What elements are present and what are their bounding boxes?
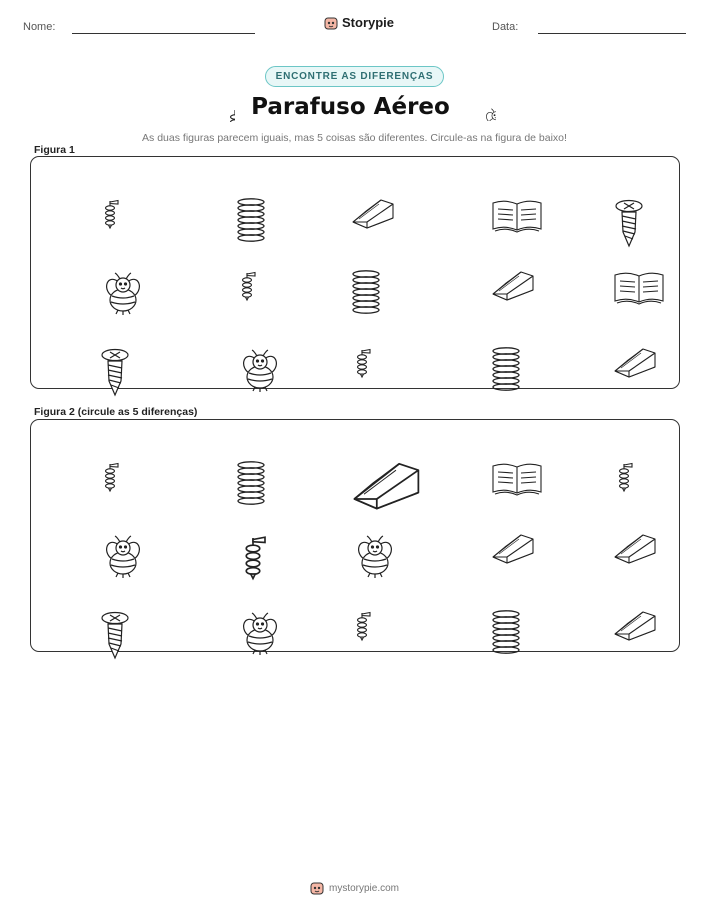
ramp-icon[interactable] xyxy=(591,517,635,549)
spring-icon[interactable] xyxy=(336,248,366,292)
ramp-icon[interactable] xyxy=(469,254,513,286)
propeller-screw-icon[interactable] xyxy=(340,595,362,625)
propeller-screw-icon[interactable] xyxy=(88,183,110,213)
spring-icon[interactable] xyxy=(476,325,506,369)
screw-icon[interactable] xyxy=(83,321,115,373)
spring-icon[interactable] xyxy=(476,588,506,632)
screw-icon[interactable] xyxy=(83,584,115,636)
figure1-panel xyxy=(30,156,680,389)
bee-icon[interactable] xyxy=(212,586,260,634)
ramp-icon[interactable] xyxy=(329,182,373,214)
bee-icon[interactable] xyxy=(327,509,375,557)
brand xyxy=(324,15,394,30)
propeller-screw-icon xyxy=(213,92,235,122)
book-icon[interactable] xyxy=(587,252,639,288)
date-label: Data: xyxy=(492,21,519,33)
figure2-panel xyxy=(30,419,680,652)
name-line[interactable] xyxy=(72,33,255,34)
ramp-icon[interactable] xyxy=(469,517,513,549)
bee-icon[interactable] xyxy=(212,323,260,371)
bee-icon[interactable] xyxy=(75,509,123,557)
propeller-screw-icon[interactable] xyxy=(88,446,110,476)
worksheet-badge: ENCONTRE AS DIFERENÇAS xyxy=(265,66,445,87)
spring-icon[interactable] xyxy=(221,176,251,220)
page-title: Parafuso Aéreo xyxy=(251,94,450,120)
storypie-logo-icon xyxy=(310,881,324,895)
footer xyxy=(310,881,399,895)
storypie-logo-icon xyxy=(324,16,338,30)
ramp-icon[interactable] xyxy=(591,594,635,626)
bee-icon[interactable] xyxy=(75,246,123,294)
bee-icon xyxy=(466,93,496,121)
figure1-label: Figura 1 xyxy=(34,144,75,156)
book-icon[interactable] xyxy=(465,180,517,216)
propeller-screw-icon[interactable] xyxy=(602,446,624,476)
figure2-label: Figura 2 (circule as 5 diferenças) xyxy=(34,406,198,418)
propeller-screw-icon[interactable] xyxy=(220,511,253,556)
propeller-screw-icon[interactable] xyxy=(340,332,362,362)
spring-icon[interactable] xyxy=(221,439,251,483)
ramp-icon[interactable] xyxy=(316,435,386,486)
propeller-screw-icon[interactable] xyxy=(225,255,247,285)
instructions: As duas figuras parecem iguais, mas 5 coisas são diferentes. Circule-as na figura de baixo! xyxy=(142,132,567,144)
screw-icon[interactable] xyxy=(597,172,629,224)
ramp-icon[interactable] xyxy=(591,331,635,363)
name-label: Nome: xyxy=(23,21,56,33)
book-icon[interactable] xyxy=(465,443,517,479)
footer-url[interactable]: mystorypie.com xyxy=(328,882,399,894)
date-line[interactable] xyxy=(538,33,686,34)
brand-name: Storypie xyxy=(342,15,395,30)
